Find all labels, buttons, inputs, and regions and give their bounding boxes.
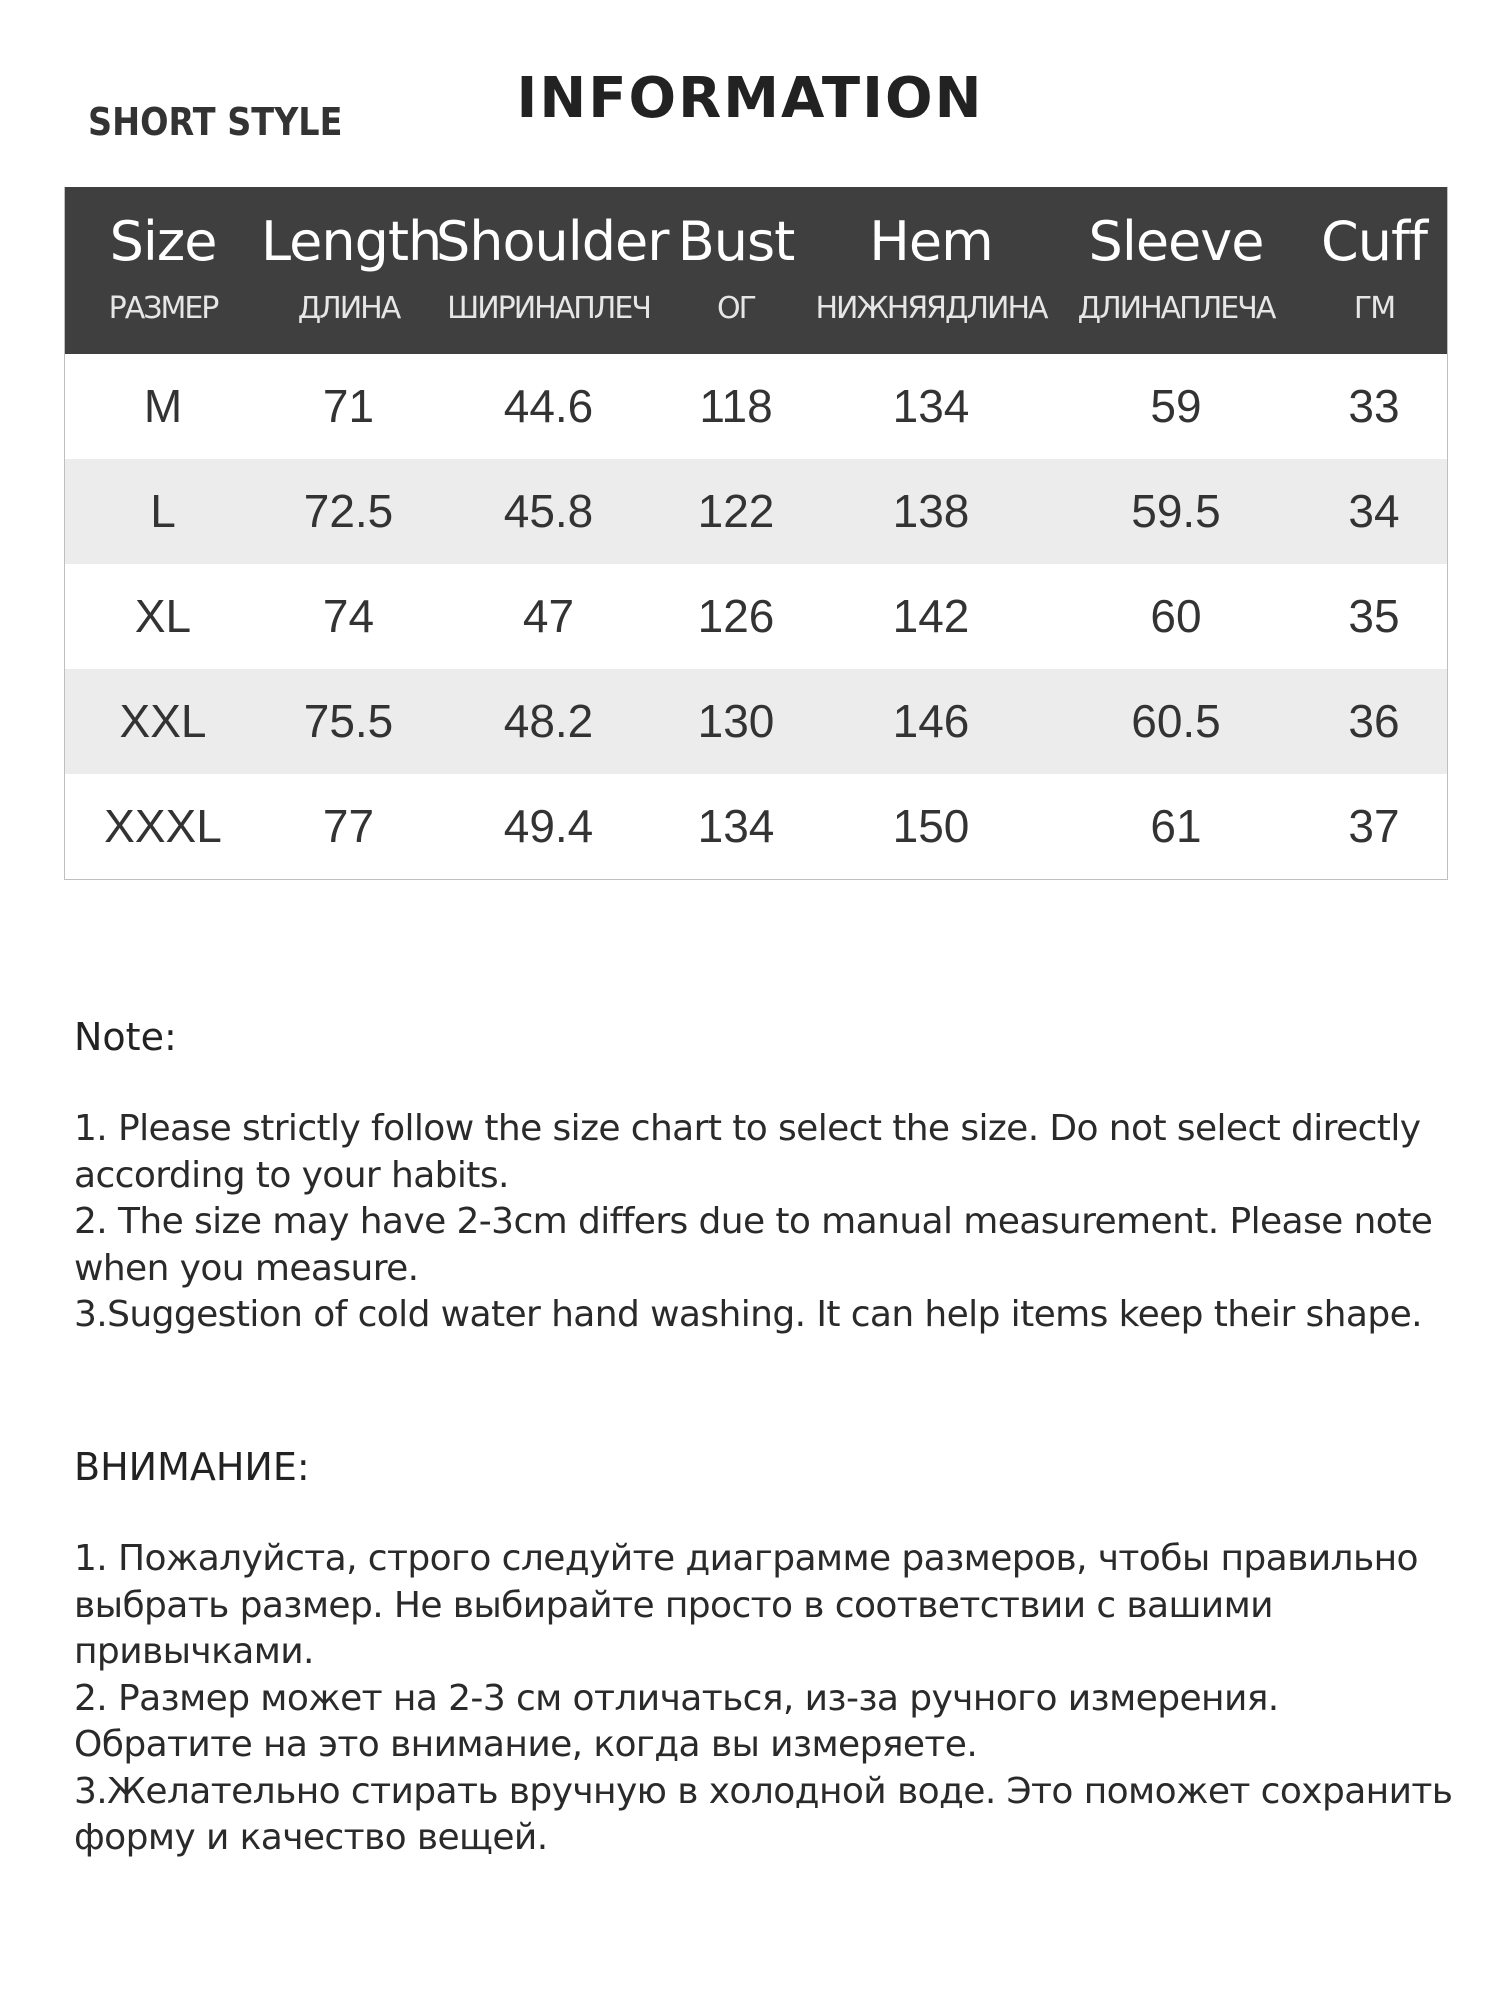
table-row [65, 564, 1447, 669]
table-cell: 45.8 [503, 485, 594, 537]
table-cell: 77 [322, 800, 375, 852]
column-header-sleeve [1051, 187, 1301, 354]
table-cell: 60.5 [1131, 695, 1221, 747]
table-cell: 35 [1348, 590, 1400, 642]
column-header-sublabel: ГМ [1353, 291, 1395, 326]
column-header-bust [661, 187, 811, 354]
table-cell: 71 [322, 380, 375, 432]
table-cell: 146 [892, 695, 970, 747]
table-cell: 59.5 [1131, 485, 1221, 537]
column-header-sublabel: ОГ [717, 291, 755, 326]
note-list [74, 1536, 1454, 1862]
table-cell-size: XXXL [104, 800, 222, 852]
note-heading: ВНИМАНИЕ: [74, 1445, 310, 1489]
table-cell: 33 [1348, 380, 1400, 432]
table-cell: 60 [1150, 590, 1202, 642]
column-header-sublabel: ДЛИНАПЛЕЧА [1077, 291, 1275, 326]
table-row [65, 354, 1447, 459]
table-cell-size: XXL [119, 695, 207, 747]
note-heading: Note: [74, 1015, 177, 1059]
table-cell: 34 [1348, 485, 1400, 537]
table-cell: 150 [892, 800, 970, 852]
column-header-shoulder [436, 187, 669, 354]
table-cell: 142 [892, 590, 970, 642]
note-list [74, 1106, 1454, 1339]
note-item: 3.Желательно стирать вручную в холодной воде. Это поможет сохранить форму и качество вещей. [74, 1770, 1453, 1858]
column-header-length [261, 187, 442, 354]
table-cell: 122 [697, 485, 775, 537]
column-header-size [65, 187, 261, 354]
table-header [65, 187, 1447, 354]
table-cell: 37 [1348, 800, 1400, 852]
column-header-sublabel: ШИРИНАПЛЕЧ [447, 291, 650, 326]
column-header-sublabel: РАЗМЕР [108, 291, 218, 326]
column-header-hem [811, 187, 1051, 354]
table-cell: 72.5 [303, 485, 394, 537]
table-cell: 61 [1150, 800, 1202, 852]
column-header-label: Cuff [1321, 210, 1427, 273]
table-cell: 59 [1150, 380, 1202, 432]
note-item: 1. Пожалуйста, строго следуйте диаграмме размеров, чтобы правильно выбрать размер. Не выбирайте просто в соответствии с вашими привычками. [74, 1538, 1418, 1672]
table-cell-size: M [143, 380, 183, 432]
table-row [65, 774, 1447, 879]
column-header-cuff [1301, 187, 1447, 354]
column-header-label: Length [261, 210, 442, 273]
table-cell: 75.5 [303, 695, 394, 747]
table-cell: 36 [1348, 695, 1400, 747]
note-item: 1. Please strictly follow the size chart to select the size. Do not select directly according to your habits. [74, 1108, 1421, 1196]
column-header-sublabel: ДЛИНА [297, 291, 400, 326]
table-cell: 134 [892, 380, 970, 432]
table-cell: 74 [322, 590, 375, 642]
table-cell-size: L [150, 485, 176, 537]
column-header-sublabel: НИЖНЯЯДЛИНА [815, 291, 1047, 326]
table-row [65, 669, 1447, 774]
table-cell: 126 [697, 590, 775, 642]
size-table [64, 187, 1448, 880]
note-section-english [74, 1014, 1454, 1339]
table-cell: 118 [699, 380, 773, 432]
column-header-label: Hem [869, 210, 993, 273]
table-cell: 49.4 [503, 800, 594, 852]
note-item: 2. The size may have 2-3cm differs due to manual measurement. Please note when you measure. [74, 1201, 1433, 1289]
table-cell: 44.6 [503, 380, 594, 432]
page-title: INFORMATION [516, 66, 984, 131]
column-header-label: Sleeve [1088, 210, 1264, 273]
table-row [65, 459, 1447, 564]
note-section-russian [74, 1444, 1454, 1862]
table-cell: 134 [697, 800, 775, 852]
note-item: 3.Suggestion of cold water hand washing. It can help items keep their shape. [74, 1294, 1422, 1335]
style-label: SHORT STYLE [88, 100, 343, 144]
column-header-label: Size [109, 210, 217, 273]
table-cell: 138 [892, 485, 970, 537]
table-cell: 130 [697, 695, 775, 747]
column-header-label: Bust [677, 210, 795, 273]
column-header-label: Shoulder [436, 210, 669, 273]
table-cell: 48.2 [503, 695, 594, 747]
table-cell-size: XL [134, 590, 192, 642]
table-cell: 47 [522, 590, 575, 642]
note-item: 2. Размер может на 2-3 см отличаться, из-за ручного измерения. Обратите на это внимание, когда вы измеряете. [74, 1677, 1279, 1765]
